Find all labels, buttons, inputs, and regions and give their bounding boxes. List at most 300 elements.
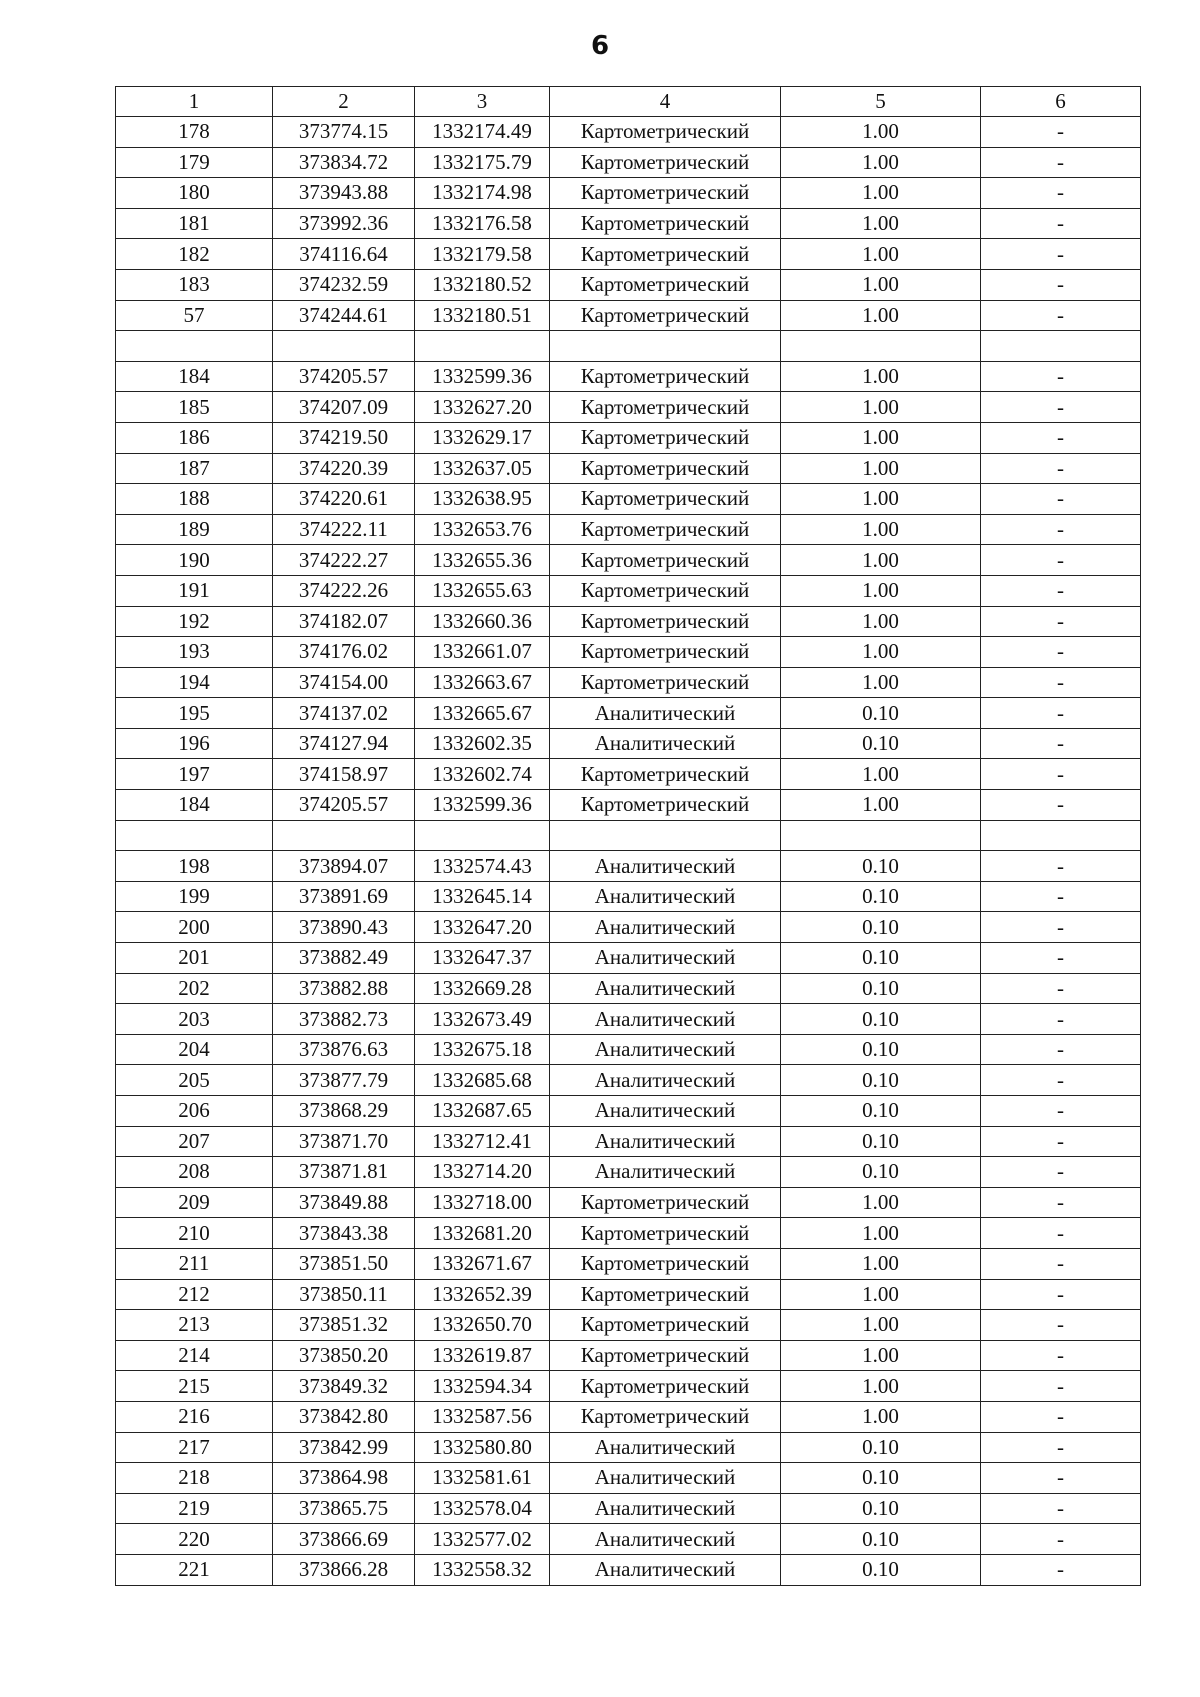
note-cell: - (981, 606, 1141, 637)
x-coordinate-cell: 373866.69 (273, 1524, 415, 1555)
point-number-cell: 190 (116, 545, 273, 576)
y-coordinate-cell: 1332645.14 (415, 881, 550, 912)
note-cell: - (981, 117, 1141, 148)
point-number-cell: 183 (116, 269, 273, 300)
x-coordinate-cell: 373842.80 (273, 1401, 415, 1432)
point-number-cell: 219 (116, 1493, 273, 1524)
accuracy-cell: 0.10 (781, 1034, 981, 1065)
accuracy-cell: 0.10 (781, 851, 981, 882)
y-coordinate-cell: 1332599.36 (415, 790, 550, 821)
x-coordinate-cell: 374137.02 (273, 698, 415, 729)
x-coordinate-cell: 373882.88 (273, 973, 415, 1004)
method-cell: Аналитический (550, 973, 781, 1004)
accuracy-cell: 1.00 (781, 1187, 981, 1218)
y-coordinate-cell: 1332655.63 (415, 575, 550, 606)
point-number-cell: 189 (116, 514, 273, 545)
point-number-cell: 197 (116, 759, 273, 790)
y-coordinate-cell: 1332180.52 (415, 269, 550, 300)
method-cell: Картометрический (550, 1310, 781, 1341)
note-cell: - (981, 912, 1141, 943)
point-number-cell: 211 (116, 1248, 273, 1279)
accuracy-cell: 1.00 (781, 759, 981, 790)
table-row (116, 422, 1141, 453)
accuracy-cell: 0.10 (781, 973, 981, 1004)
table-row (116, 1126, 1141, 1157)
accuracy-cell: 0.10 (781, 881, 981, 912)
accuracy-cell: 1.00 (781, 667, 981, 698)
x-coordinate-cell: 373992.36 (273, 208, 415, 239)
x-coordinate-cell (273, 820, 415, 851)
table-row (116, 1279, 1141, 1310)
point-number-cell: 216 (116, 1401, 273, 1432)
note-cell: - (981, 361, 1141, 392)
note-cell: - (981, 637, 1141, 668)
y-coordinate-cell: 1332180.51 (415, 300, 550, 331)
accuracy-cell: 0.10 (781, 728, 981, 759)
table-row (116, 484, 1141, 515)
point-number-cell: 212 (116, 1279, 273, 1310)
x-coordinate-cell: 374205.57 (273, 361, 415, 392)
note-cell: - (981, 1340, 1141, 1371)
y-coordinate-cell: 1332650.70 (415, 1310, 550, 1341)
x-coordinate-cell: 373866.28 (273, 1554, 415, 1585)
page-number: 6 (590, 31, 610, 61)
point-number-cell (116, 331, 273, 362)
note-cell: - (981, 1310, 1141, 1341)
method-cell: Картометрический (550, 239, 781, 270)
accuracy-cell: 1.00 (781, 208, 981, 239)
table-row (116, 1218, 1141, 1249)
y-coordinate-cell: 1332712.41 (415, 1126, 550, 1157)
note-cell: - (981, 575, 1141, 606)
point-number-cell: 205 (116, 1065, 273, 1096)
method-cell: Картометрический (550, 117, 781, 148)
x-coordinate-cell: 374220.39 (273, 453, 415, 484)
table-row (116, 239, 1141, 270)
x-coordinate-cell: 374205.57 (273, 790, 415, 821)
accuracy-cell: 0.10 (781, 1004, 981, 1035)
x-coordinate-cell: 373849.32 (273, 1371, 415, 1402)
x-coordinate-cell: 374176.02 (273, 637, 415, 668)
note-cell: - (981, 300, 1141, 331)
note-cell: - (981, 1218, 1141, 1249)
point-number-cell: 184 (116, 790, 273, 821)
method-cell: Аналитический (550, 1157, 781, 1188)
x-coordinate-cell: 373865.75 (273, 1493, 415, 1524)
accuracy-cell: 1.00 (781, 1401, 981, 1432)
method-cell: Картометрический (550, 453, 781, 484)
method-cell: Картометрический (550, 790, 781, 821)
accuracy-cell: 1.00 (781, 1371, 981, 1402)
point-number-cell: 220 (116, 1524, 273, 1555)
y-coordinate-cell: 1332681.20 (415, 1218, 550, 1249)
x-coordinate-cell: 373850.20 (273, 1340, 415, 1371)
accuracy-cell: 0.10 (781, 1463, 981, 1494)
header-cell-col-6: 6 (981, 87, 1141, 117)
table-header (116, 87, 1141, 117)
accuracy-cell: 1.00 (781, 117, 981, 148)
table-row (116, 1371, 1141, 1402)
note-cell: - (981, 208, 1141, 239)
accuracy-cell: 1.00 (781, 790, 981, 821)
y-coordinate-cell: 1332714.20 (415, 1157, 550, 1188)
note-cell: - (981, 1065, 1141, 1096)
method-cell: Картометрический (550, 575, 781, 606)
method-cell: Аналитический (550, 943, 781, 974)
accuracy-cell: 1.00 (781, 239, 981, 270)
method-cell: Картометрический (550, 606, 781, 637)
note-cell: - (981, 698, 1141, 729)
accuracy-cell: 1.00 (781, 178, 981, 209)
point-number-cell: 193 (116, 637, 273, 668)
y-coordinate-cell: 1332174.98 (415, 178, 550, 209)
x-coordinate-cell: 374222.27 (273, 545, 415, 576)
accuracy-cell: 1.00 (781, 361, 981, 392)
note-cell: - (981, 759, 1141, 790)
x-coordinate-cell: 374127.94 (273, 728, 415, 759)
method-cell (550, 820, 781, 851)
x-coordinate-cell: 373877.79 (273, 1065, 415, 1096)
y-coordinate-cell: 1332685.68 (415, 1065, 550, 1096)
y-coordinate-cell: 1332602.35 (415, 728, 550, 759)
note-cell: - (981, 790, 1141, 821)
x-coordinate-cell: 374219.50 (273, 422, 415, 453)
table-row (116, 851, 1141, 882)
x-coordinate-cell: 373850.11 (273, 1279, 415, 1310)
note-cell: - (981, 1004, 1141, 1035)
table-row (116, 575, 1141, 606)
x-coordinate-cell: 373871.81 (273, 1157, 415, 1188)
note-cell: - (981, 422, 1141, 453)
accuracy-cell: 0.10 (781, 1432, 981, 1463)
coordinates-table (115, 86, 1141, 1586)
table-row (116, 698, 1141, 729)
note-cell: - (981, 1096, 1141, 1127)
method-cell: Аналитический (550, 1463, 781, 1494)
method-cell: Аналитический (550, 728, 781, 759)
x-coordinate-cell: 373890.43 (273, 912, 415, 943)
table-row (116, 1157, 1141, 1188)
accuracy-cell: 1.00 (781, 1279, 981, 1310)
x-coordinate-cell: 374244.61 (273, 300, 415, 331)
table-row (116, 545, 1141, 576)
y-coordinate-cell: 1332637.05 (415, 453, 550, 484)
table-row (116, 881, 1141, 912)
point-number-cell: 215 (116, 1371, 273, 1402)
note-cell: - (981, 514, 1141, 545)
x-coordinate-cell: 373849.88 (273, 1187, 415, 1218)
y-coordinate-cell: 1332663.67 (415, 667, 550, 698)
point-number-cell: 207 (116, 1126, 273, 1157)
note-cell: - (981, 1524, 1141, 1555)
point-number-cell: 194 (116, 667, 273, 698)
method-cell: Картометрический (550, 208, 781, 239)
table-row (116, 728, 1141, 759)
x-coordinate-cell: 373842.99 (273, 1432, 415, 1463)
method-cell: Аналитический (550, 1096, 781, 1127)
header-cell-col-4: 4 (550, 87, 781, 117)
x-coordinate-cell: 373774.15 (273, 117, 415, 148)
note-cell: - (981, 1034, 1141, 1065)
y-coordinate-cell: 1332671.67 (415, 1248, 550, 1279)
y-coordinate-cell: 1332673.49 (415, 1004, 550, 1035)
y-coordinate-cell: 1332652.39 (415, 1279, 550, 1310)
method-cell: Аналитический (550, 1524, 781, 1555)
accuracy-cell: 0.10 (781, 1096, 981, 1127)
note-cell: - (981, 178, 1141, 209)
method-cell: Картометрический (550, 1187, 781, 1218)
y-coordinate-cell: 1332661.07 (415, 637, 550, 668)
x-coordinate-cell: 373882.73 (273, 1004, 415, 1035)
y-coordinate-cell: 1332718.00 (415, 1187, 550, 1218)
accuracy-cell: 0.10 (781, 1524, 981, 1555)
note-cell: - (981, 851, 1141, 882)
header-row (116, 87, 1141, 117)
method-cell: Аналитический (550, 1554, 781, 1585)
y-coordinate-cell: 1332619.87 (415, 1340, 550, 1371)
table-row (116, 790, 1141, 821)
method-cell: Картометрический (550, 422, 781, 453)
point-number-cell: 200 (116, 912, 273, 943)
x-coordinate-cell: 374182.07 (273, 606, 415, 637)
note-cell: - (981, 545, 1141, 576)
note-cell (981, 331, 1141, 362)
table-row (116, 117, 1141, 148)
note-cell: - (981, 881, 1141, 912)
point-number-cell: 196 (116, 728, 273, 759)
y-coordinate-cell: 1332179.58 (415, 239, 550, 270)
header-cell-col-2: 2 (273, 87, 415, 117)
point-number-cell: 201 (116, 943, 273, 974)
table-row (116, 1432, 1141, 1463)
point-number-cell: 185 (116, 392, 273, 423)
table-row (116, 973, 1141, 1004)
accuracy-cell: 0.10 (781, 1493, 981, 1524)
y-coordinate-cell: 1332574.43 (415, 851, 550, 882)
accuracy-cell: 1.00 (781, 1248, 981, 1279)
point-number-cell: 179 (116, 147, 273, 178)
x-coordinate-cell (273, 331, 415, 362)
x-coordinate-cell: 373943.88 (273, 178, 415, 209)
y-coordinate-cell: 1332638.95 (415, 484, 550, 515)
point-number-cell: 178 (116, 117, 273, 148)
x-coordinate-cell: 374154.00 (273, 667, 415, 698)
accuracy-cell: 1.00 (781, 484, 981, 515)
method-cell: Картометрический (550, 361, 781, 392)
table-row (116, 1493, 1141, 1524)
x-coordinate-cell: 373876.63 (273, 1034, 415, 1065)
y-coordinate-cell: 1332647.20 (415, 912, 550, 943)
method-cell: Картометрический (550, 545, 781, 576)
y-coordinate-cell: 1332675.18 (415, 1034, 550, 1065)
x-coordinate-cell: 373868.29 (273, 1096, 415, 1127)
note-cell: - (981, 1371, 1141, 1402)
table-row (116, 637, 1141, 668)
point-number-cell: 188 (116, 484, 273, 515)
method-cell: Картометрический (550, 1371, 781, 1402)
y-coordinate-cell: 1332594.34 (415, 1371, 550, 1402)
table-row (116, 1401, 1141, 1432)
y-coordinate-cell: 1332578.04 (415, 1493, 550, 1524)
point-number-cell: 198 (116, 851, 273, 882)
note-cell: - (981, 1248, 1141, 1279)
note-cell: - (981, 1157, 1141, 1188)
note-cell: - (981, 484, 1141, 515)
table-row (116, 178, 1141, 209)
accuracy-cell: 1.00 (781, 514, 981, 545)
note-cell: - (981, 269, 1141, 300)
x-coordinate-cell: 374158.97 (273, 759, 415, 790)
point-number-cell: 221 (116, 1554, 273, 1585)
y-coordinate-cell: 1332665.67 (415, 698, 550, 729)
table-row (116, 1463, 1141, 1494)
note-cell (981, 820, 1141, 851)
header-cell-col-3: 3 (415, 87, 550, 117)
table-row (116, 147, 1141, 178)
y-coordinate-cell (415, 820, 550, 851)
header-cell-col-5: 5 (781, 87, 981, 117)
point-number-cell (116, 820, 273, 851)
accuracy-cell: 1.00 (781, 637, 981, 668)
x-coordinate-cell: 373851.32 (273, 1310, 415, 1341)
point-number-cell: 195 (116, 698, 273, 729)
accuracy-cell: 0.10 (781, 912, 981, 943)
point-number-cell: 210 (116, 1218, 273, 1249)
point-number-cell: 186 (116, 422, 273, 453)
point-number-cell: 202 (116, 973, 273, 1004)
table-separator-row (116, 820, 1141, 851)
note-cell: - (981, 1279, 1141, 1310)
method-cell: Картометрический (550, 269, 781, 300)
accuracy-cell: 0.10 (781, 1554, 981, 1585)
accuracy-cell: 1.00 (781, 422, 981, 453)
accuracy-cell: 0.10 (781, 1126, 981, 1157)
accuracy-cell: 1.00 (781, 545, 981, 576)
y-coordinate-cell: 1332599.36 (415, 361, 550, 392)
table-row (116, 269, 1141, 300)
method-cell: Картометрический (550, 759, 781, 790)
method-cell: Картометрический (550, 514, 781, 545)
x-coordinate-cell: 374220.61 (273, 484, 415, 515)
note-cell: - (981, 1554, 1141, 1585)
table-row (116, 1554, 1141, 1585)
note-cell: - (981, 943, 1141, 974)
table-row (116, 943, 1141, 974)
table-row (116, 300, 1141, 331)
accuracy-cell: 0.10 (781, 943, 981, 974)
point-number-cell: 192 (116, 606, 273, 637)
table-row (116, 1065, 1141, 1096)
accuracy-cell: 1.00 (781, 575, 981, 606)
accuracy-cell: 0.10 (781, 1065, 981, 1096)
y-coordinate-cell: 1332629.17 (415, 422, 550, 453)
table-row (116, 1340, 1141, 1371)
point-number-cell: 217 (116, 1432, 273, 1463)
y-coordinate-cell: 1332655.36 (415, 545, 550, 576)
y-coordinate-cell: 1332581.61 (415, 1463, 550, 1494)
table-row (116, 1187, 1141, 1218)
table-row (116, 1248, 1141, 1279)
table-row (116, 1004, 1141, 1035)
accuracy-cell: 1.00 (781, 453, 981, 484)
x-coordinate-cell: 373843.38 (273, 1218, 415, 1249)
method-cell: Аналитический (550, 1126, 781, 1157)
method-cell: Аналитический (550, 881, 781, 912)
accuracy-cell: 1.00 (781, 1340, 981, 1371)
method-cell: Аналитический (550, 912, 781, 943)
accuracy-cell (781, 331, 981, 362)
method-cell: Картометрический (550, 1401, 781, 1432)
note-cell: - (981, 1463, 1141, 1494)
x-coordinate-cell: 374207.09 (273, 392, 415, 423)
y-coordinate-cell: 1332175.79 (415, 147, 550, 178)
point-number-cell: 218 (116, 1463, 273, 1494)
table-row (116, 606, 1141, 637)
accuracy-cell: 0.10 (781, 698, 981, 729)
note-cell: - (981, 667, 1141, 698)
note-cell: - (981, 147, 1141, 178)
table-row (116, 208, 1141, 239)
note-cell: - (981, 453, 1141, 484)
table-row (116, 392, 1141, 423)
note-cell: - (981, 973, 1141, 1004)
method-cell: Аналитический (550, 1432, 781, 1463)
method-cell: Аналитический (550, 1065, 781, 1096)
y-coordinate-cell: 1332577.02 (415, 1524, 550, 1555)
point-number-cell: 199 (116, 881, 273, 912)
table-separator-row (116, 331, 1141, 362)
y-coordinate-cell: 1332647.37 (415, 943, 550, 974)
y-coordinate-cell (415, 331, 550, 362)
y-coordinate-cell: 1332176.58 (415, 208, 550, 239)
x-coordinate-cell: 373882.49 (273, 943, 415, 974)
y-coordinate-cell: 1332669.28 (415, 973, 550, 1004)
method-cell: Картометрический (550, 178, 781, 209)
note-cell: - (981, 728, 1141, 759)
accuracy-cell: 1.00 (781, 147, 981, 178)
method-cell: Аналитический (550, 851, 781, 882)
method-cell: Аналитический (550, 1493, 781, 1524)
point-number-cell: 191 (116, 575, 273, 606)
accuracy-cell: 1.00 (781, 1310, 981, 1341)
accuracy-cell: 1.00 (781, 1218, 981, 1249)
method-cell: Картометрический (550, 1279, 781, 1310)
x-coordinate-cell: 374116.64 (273, 239, 415, 270)
point-number-cell: 213 (116, 1310, 273, 1341)
table-row (116, 1524, 1141, 1555)
header-cell-col-1: 1 (116, 87, 273, 117)
x-coordinate-cell: 373891.69 (273, 881, 415, 912)
point-number-cell: 180 (116, 178, 273, 209)
y-coordinate-cell: 1332558.32 (415, 1554, 550, 1585)
y-coordinate-cell: 1332587.56 (415, 1401, 550, 1432)
point-number-cell: 57 (116, 300, 273, 331)
method-cell: Картометрический (550, 147, 781, 178)
point-number-cell: 203 (116, 1004, 273, 1035)
point-number-cell: 208 (116, 1157, 273, 1188)
y-coordinate-cell: 1332627.20 (415, 392, 550, 423)
accuracy-cell: 1.00 (781, 392, 981, 423)
table-row (116, 1034, 1141, 1065)
note-cell: - (981, 1126, 1141, 1157)
method-cell: Картометрический (550, 300, 781, 331)
table-row (116, 759, 1141, 790)
method-cell: Картометрический (550, 1248, 781, 1279)
method-cell: Аналитический (550, 1034, 781, 1065)
method-cell (550, 331, 781, 362)
note-cell: - (981, 392, 1141, 423)
x-coordinate-cell: 373894.07 (273, 851, 415, 882)
